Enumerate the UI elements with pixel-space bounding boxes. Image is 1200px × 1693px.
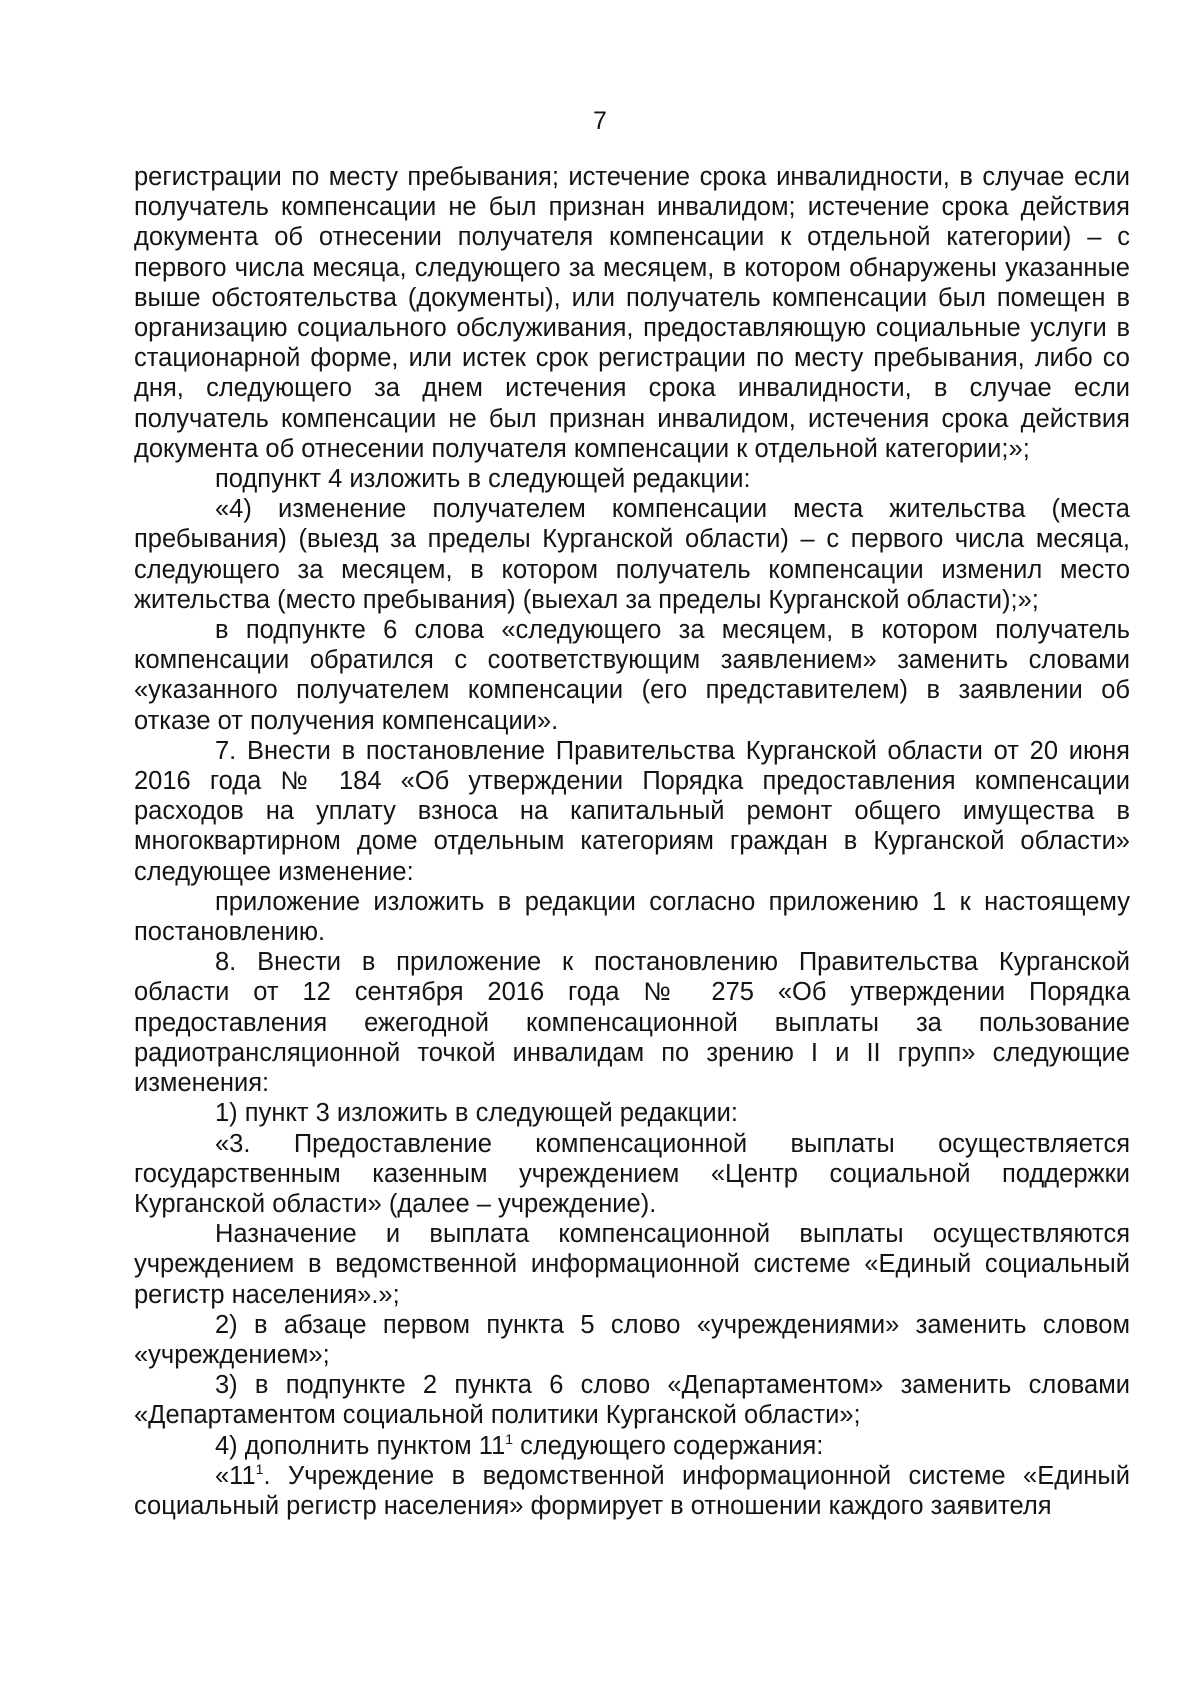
document-body bbox=[134, 162, 1130, 1521]
paragraph-1: регистрации по месту пребывания; истечение срока инвалидности, в случае если получатель компенсации не был признан инвалидом; истечение срока действия документа об отнесении получателя компенсации к отдельной категории) – с первого числа месяца, следующего за месяцем, в котором обнаружены указанные выше обстоятельства (документы), или получатель компенсации был помещен в организацию социального обслуживания, предоставляющую социальные услуги в стационарной форме, или истек срок регистрации по месту пребывания, либо со дня, следующего за днем истечения срока инвалидности, в случае если получатель компенсации не был признан инвалидом, истечения срока действия документа об отнесении получателя компенсации к отдельной категории;»; bbox=[134, 163, 1130, 463]
paragraph-14-superscript: 1 bbox=[255, 1460, 264, 1477]
paragraph-6: приложение изложить в редакции согласно приложению 1 к настоящему постановлению. bbox=[134, 887, 1130, 947]
paragraph-14 bbox=[134, 1461, 1130, 1521]
paragraph-9: «3. Предоставление компенсационной выплаты осуществляется государственным казенным учреждением «Центр социальной поддержки Курганской области» (далее – учреждение). bbox=[134, 1129, 1130, 1218]
paragraph-10: Назначение и выплата компенсационной выплаты осуществляются учреждением в ведомственной информационной системе «Единый социальный регистр населения».»; bbox=[134, 1220, 1130, 1309]
paragraph-7: 8. Внести в приложение к постановлению Правительства Курганской области от 12 сентября 2016 года № 275 «Об утверждении Порядка предоставления ежегодной компенсационной выплаты за пользование радиотрансляционной точкой инвалидам по зрению I и II групп» следующие изменения: bbox=[134, 948, 1130, 1098]
paragraph-14-lead: «11 bbox=[215, 1461, 256, 1490]
paragraph-12: 3) в подпункте 2 пункта 6 слово «Департаментом» заменить словами «Департаментом социальной политики Курганской области»; bbox=[134, 1371, 1130, 1430]
paragraph-11: 2) в абзаце первом пункта 5 слово «учреждениями» заменить словом «учреждением»; bbox=[134, 1310, 1130, 1369]
paragraph-13-tail: следующего содержания: bbox=[513, 1431, 824, 1460]
paragraph-13-superscript: 1 bbox=[505, 1430, 514, 1447]
paragraph-3: «4) изменение получателем компенсации места жительства (места пребывания) (выезд за пределы Курганской области) – с первого числа месяца, следующего за месяцем, в котором получатель компенсации изменил место жительства (место пребывания) (выехал за пределы Курганской области);»; bbox=[134, 495, 1130, 614]
paragraph-13-lead: 4) дополнить пунктом 11 bbox=[215, 1431, 506, 1460]
paragraph-8: 1) пункт 3 изложить в следующей редакции: bbox=[215, 1099, 738, 1128]
paragraph-14-tail: . Учреждение в ведомственной информационной системе «Единый социальный регистр населения» формирует в отношении каждого заявителя bbox=[134, 1461, 1130, 1520]
paragraph-4: в подпункте 6 слова «следующего за месяцем, в котором получатель компенсации обратился с соответствующим заявлением» заменить словами «указанного получателем компенсации (его представителем) в заявлении об отказе от получения компенсации». bbox=[134, 616, 1130, 735]
paragraph-2: подпункт 4 изложить в следующей редакции: bbox=[215, 465, 751, 494]
paragraph-13 bbox=[134, 1431, 1130, 1461]
paragraph-5: 7. Внести в постановление Правительства Курганской области от 20 июня 2016 года № 184 «Об утверждении Порядка предоставления компенсации расходов на уплату взноса на капитальный ремонт общего имущества в многоквартирном доме отдельным категориям граждан в Курганской области» следующее изменение: bbox=[134, 736, 1130, 886]
page-number: 7 bbox=[593, 107, 607, 135]
